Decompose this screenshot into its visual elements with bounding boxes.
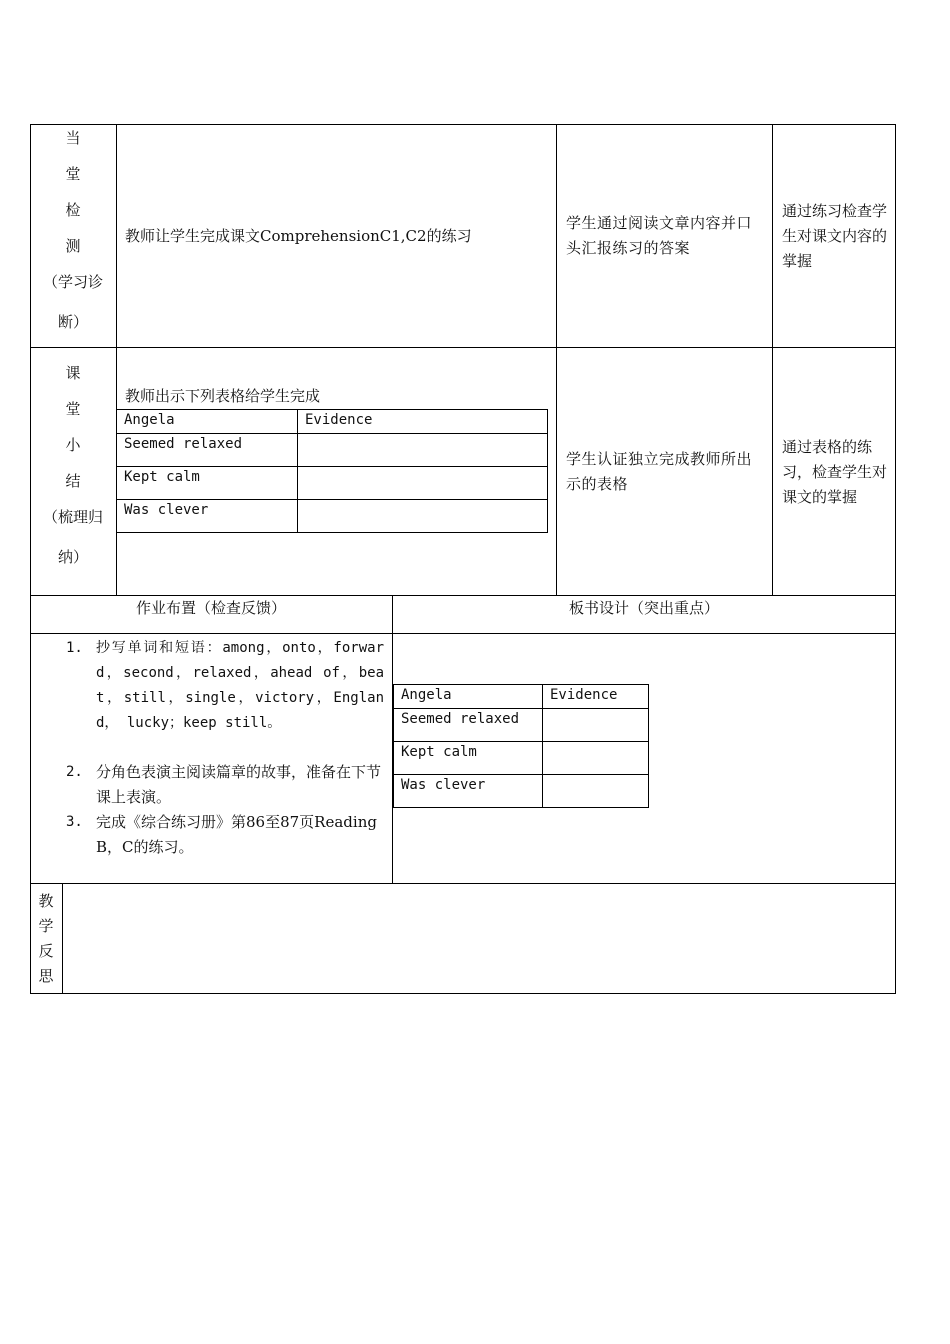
label-char: 课 [65, 364, 81, 382]
label-char: 教 [38, 892, 54, 910]
homework-header: 作业布置（检查反馈） [135, 599, 286, 617]
table-border-right [895, 124, 896, 994]
table-cell-empty [543, 709, 649, 742]
table-cell: Seemed relaxed [117, 434, 298, 467]
label-sub: （梳理归 [42, 508, 103, 526]
label-char: 测 [65, 237, 81, 255]
table-cell-empty [298, 500, 548, 533]
practice-teacher-activity: 教师让学生完成课文ComprehensionC1,C2的练习 [125, 227, 472, 245]
summary-teacher-activity: 教师出示下列表格给学生完成 [125, 387, 321, 405]
label-sub: 纳） [57, 548, 88, 566]
label-char: 小 [65, 436, 81, 454]
list-number: 1. [66, 640, 83, 656]
board-design-header: 板书设计（突出重点） [568, 599, 719, 617]
list-item: 完成《综合练习册》第86至87页Reading B，C的练习。 [96, 813, 377, 856]
table-cell: Was clever [394, 775, 543, 808]
list-number: 2. [66, 764, 83, 780]
label-sub: 断） [57, 313, 88, 331]
reflection-content-empty [63, 884, 895, 993]
table-header-cell: Evidence [543, 685, 649, 709]
list-item: 抄写单词和短语：among，onto，forward，second，relaxed，ahead of，beat，still，single，victory，England， lucky；keep still。 [96, 640, 384, 731]
table-cell-empty [298, 467, 548, 500]
label-char: 堂 [65, 400, 81, 418]
table-cell: Kept calm [394, 742, 543, 775]
col-divider [772, 124, 773, 596]
table-header-cell: Angela [117, 410, 298, 434]
table-cell: Was clever [117, 500, 298, 533]
row-divider [30, 633, 896, 634]
label-char: 思 [38, 967, 54, 985]
table-header-cell: Angela [394, 685, 543, 709]
evidence-table [116, 409, 548, 533]
summary-student-activity: 学生认证独立完成教师所出示的表格 [566, 450, 753, 493]
label-char: 学 [38, 917, 54, 935]
label-char: 堂 [65, 165, 81, 183]
label-sub: （学习诊 [42, 273, 103, 291]
summary-purpose: 通过表格的练习，检查学生对课文的掌握 [782, 438, 888, 506]
list-item: 分角色表演主阅读篇章的故事，准备在下节课上表演。 [96, 763, 382, 806]
table-cell-empty [543, 742, 649, 775]
table-cell: Kept calm [117, 467, 298, 500]
practice-purpose: 通过练习检查学生对课文内容的掌握 [782, 202, 888, 270]
table-header-cell: Evidence [298, 410, 548, 434]
label-char: 反 [38, 942, 54, 960]
practice-student-activity: 学生通过阅读文章内容并口头汇报练习的答案 [566, 214, 753, 257]
table-border-top [30, 124, 896, 125]
table-cell-empty [543, 775, 649, 808]
label-char: 检 [65, 201, 81, 219]
col-divider [556, 124, 557, 596]
label-char: 当 [65, 129, 81, 147]
row-divider [30, 347, 896, 348]
table-cell-empty [298, 434, 548, 467]
table-cell: Seemed relaxed [394, 709, 543, 742]
board-evidence-table [393, 684, 649, 808]
table-border-bottom [30, 993, 896, 994]
label-char: 结 [65, 472, 81, 490]
list-number: 3. [66, 814, 83, 830]
